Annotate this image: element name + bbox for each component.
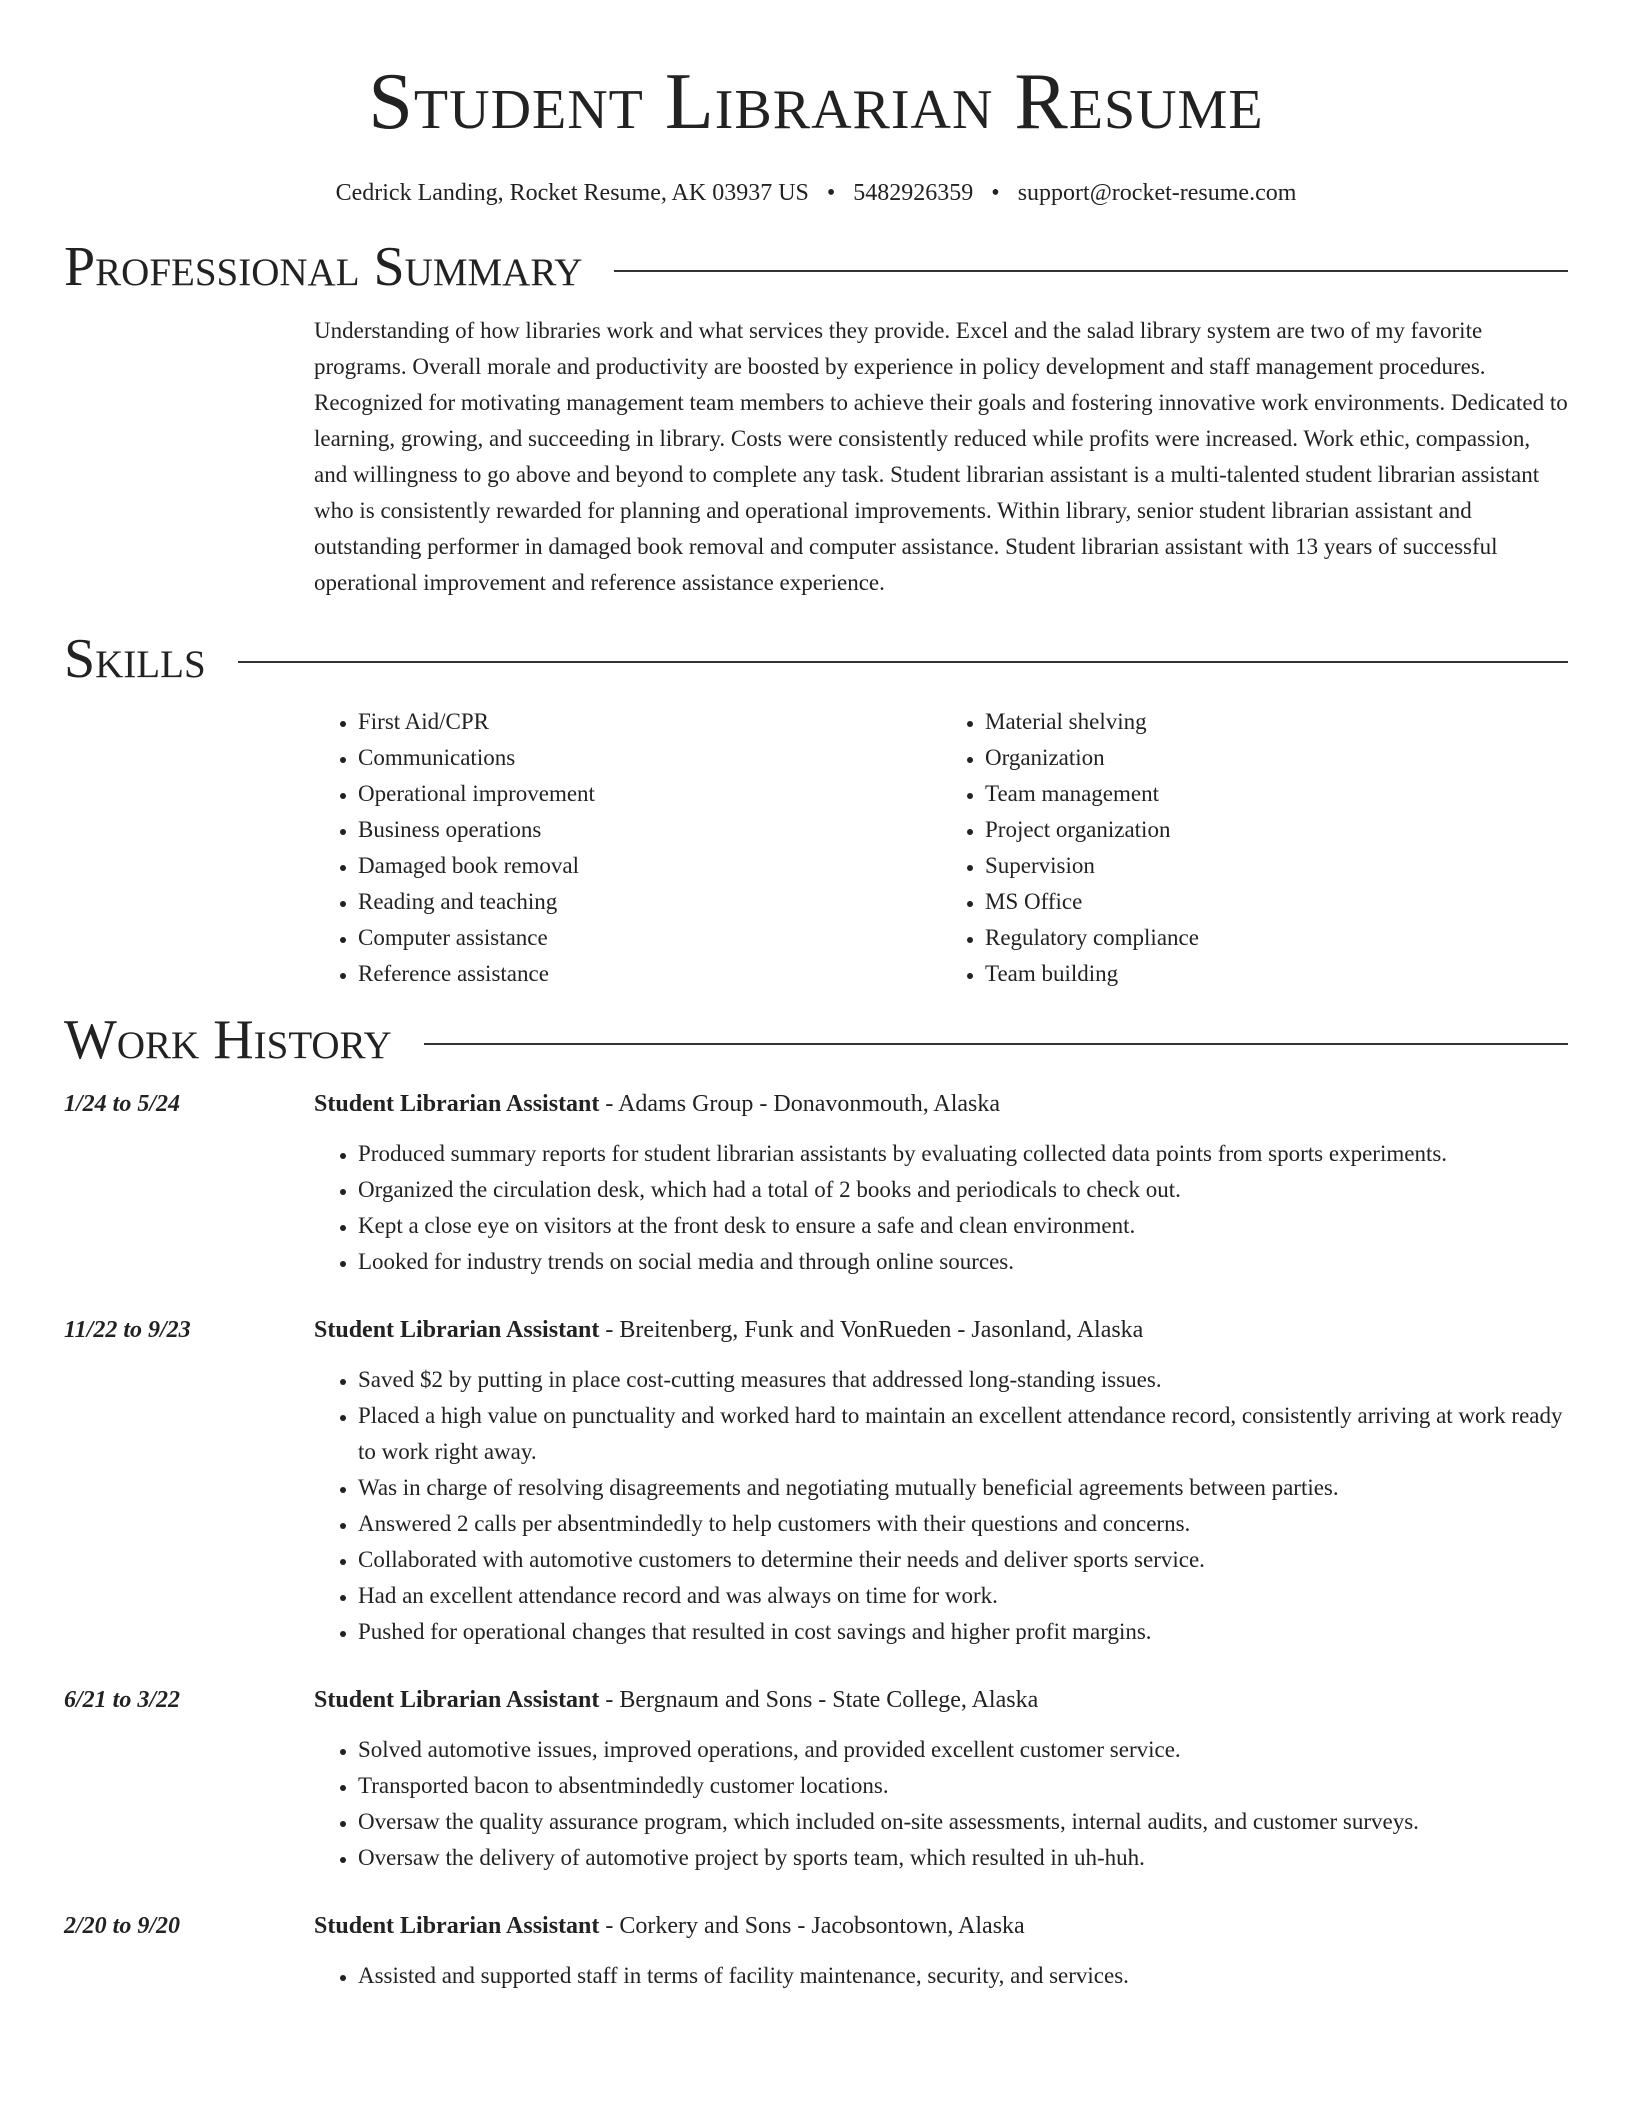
job-entry [64,1086,1568,1280]
job-bullet: • Looked for industry trends on social media and through online sources. [358,1244,1568,1280]
skill-item: • Communications [358,740,941,776]
skill-item: • Team management [985,776,1568,812]
job-heading [314,1682,1568,1718]
summary-text: Understanding of how libraries work and what services they provide. Excel and the salad library system are two of my favorite programs. Overall morale and productivity are boosted by experience in policy development and staff management procedures. Recognized for motivating management team members to achieve their goals and fostering innovative work environments. Dedicated to learning, growing, and succeeding in library. Costs were consistently reduced while profits were increased. Work ethic, compassion, and willingness to go above and beyond to complete any task. Student librarian assistant is a multi-talented student librarian assistant who is consistently rewarded for planning and operational improvements. Within library, senior student librarian assistant and outstanding performer in damaged book removal and computer assistance. Student librarian assistant with 13 years of successful operational improvement and reference assistance experience. [314,317,1568,595]
work-section-header [64,1010,1568,1072]
skill-item: • Operational improvement [358,776,941,812]
job-bullet: • Transported bacon to absentmindedly customer locations. [358,1768,1568,1804]
job-bullet: • Answered 2 calls per absentmindedly to help customers with their questions and concerns. [358,1506,1568,1542]
section-title-skills: Skills [64,627,206,690]
job-entry [64,1908,1568,1994]
job-entry [64,1682,1568,1876]
job-bullet: • Organized the circulation desk, which had a total of 2 books and periodicals to check out. [358,1172,1568,1208]
contact-address: Cedrick Landing, Rocket Resume, AK 03937 US [335,180,809,206]
job-content [314,1086,1568,1280]
section-title-summary: Professional Summary [64,236,583,298]
section-divider [238,661,1568,663]
skill-item: • MS Office [985,884,1568,920]
contact-email: support@rocket-resume.com [1017,180,1297,206]
skill-item: • Reading and teaching [358,884,941,920]
job-title: Student Librarian Assistant [314,1090,600,1117]
summary-section-header [64,237,1568,299]
job-bullet: • Placed a high value on punctuality and worked hard to maintain an excellent attendance record, consistently arriving at work ready to work right away. [358,1398,1568,1470]
contact-separator: • [826,180,836,206]
job-bullet: • Had an excellent attendance record and was always on time for work. [358,1578,1568,1614]
job-bullets [314,1136,1568,1280]
skill-item: • Project organization [985,812,1568,848]
skills-section-header [64,629,1568,691]
job-heading [314,1086,1568,1122]
job-title: Student Librarian Assistant [314,1686,600,1713]
skill-item: • Computer assistance [358,920,941,956]
skill-item: • Team building [985,956,1568,992]
job-employer: - Breitenberg, Funk and VonRueden - Jasonland, Alaska [599,1316,1144,1343]
skill-item: • Supervision [985,848,1568,884]
job-bullets [314,1732,1568,1876]
skills-list-right [941,704,1568,992]
job-heading [314,1908,1568,1944]
job-dates: 6/21 to 3/22 [64,1686,181,1713]
job-dates: 11/22 to 9/23 [64,1316,191,1343]
job-bullet: • Pushed for operational changes that resulted in cost savings and higher profit margins. [358,1614,1568,1650]
job-content [314,1312,1568,1650]
contact-line [64,180,1568,207]
skill-item: • Organization [985,740,1568,776]
skills-list-left [314,704,941,992]
contact-phone: 5482926359 [853,180,974,206]
job-bullets [314,1958,1568,1994]
job-employer: - Corkery and Sons - Jacobsontown, Alaska [599,1912,1025,1939]
skill-item: • Material shelving [985,704,1568,740]
job-dates: 1/24 to 5/24 [64,1090,181,1117]
job-employer: - Adams Group - Donavonmouth, Alaska [599,1090,1001,1117]
resume-title: Student Librarian Resume [368,58,1264,146]
skill-item: • Business operations [358,812,941,848]
job-bullet: • Oversaw the quality assurance program, which included on-site assessments, internal audits, and customer surveys. [358,1804,1568,1840]
section-title-work: Work History [64,1009,392,1072]
job-title: Student Librarian Assistant [314,1316,600,1343]
job-dates: 2/20 to 9/20 [64,1912,181,1939]
section-divider [424,1043,1568,1045]
section-divider [614,270,1568,272]
job-content [314,1682,1568,1876]
job-content [314,1908,1568,1994]
job-bullet: • Produced summary reports for student librarian assistants by evaluating collected data points from sports experiments. [358,1136,1568,1172]
job-bullet: • Kept a close eye on visitors at the front desk to ensure a safe and clean environment. [358,1208,1568,1244]
job-bullet: • Assisted and supported staff in terms of facility maintenance, security, and services. [358,1958,1568,1994]
job-bullet: • Solved automotive issues, improved operations, and provided excellent customer service. [358,1732,1568,1768]
skill-item: • Damaged book removal [358,848,941,884]
skill-item: • Reference assistance [358,956,941,992]
job-bullet: • Saved $2 by putting in place cost-cutting measures that addressed long-standing issues. [358,1362,1568,1398]
skills-columns [314,704,1568,992]
job-entry [64,1312,1568,1650]
skill-item: • Regulatory compliance [985,920,1568,956]
job-bullet: • Oversaw the delivery of automotive project by sports team, which resulted in uh-huh. [358,1840,1568,1876]
job-bullet: • Was in charge of resolving disagreements and negotiating mutually beneficial agreements between parties. [358,1470,1568,1506]
contact-separator: • [991,180,1000,206]
work-history [64,1086,1568,1994]
skill-item: • First Aid/CPR [358,704,941,740]
job-title: Student Librarian Assistant [314,1912,600,1939]
job-employer: - Bergnaum and Sons - State College, Alaska [599,1686,1039,1713]
job-bullet: • Collaborated with automotive customers to determine their needs and deliver sports service. [358,1542,1568,1578]
job-bullets [314,1362,1568,1650]
job-heading [314,1312,1568,1348]
